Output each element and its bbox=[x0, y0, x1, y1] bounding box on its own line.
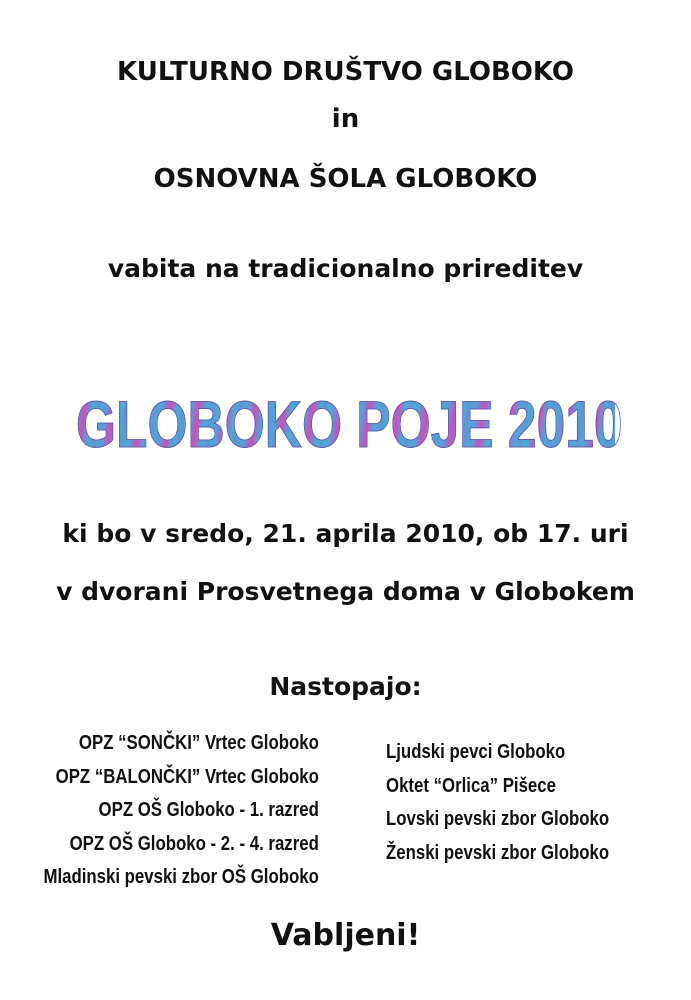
invitation-text: vabita na tradicionalno prireditev bbox=[107, 254, 584, 283]
performer-item: OPZ “BALONČKI” Vrtec Globoko bbox=[55, 765, 320, 788]
performer-item: Ljudski pevci Globoko bbox=[386, 741, 566, 763]
performers-right-list bbox=[386, 736, 609, 870]
performer-item: OPZ OŠ Globoko - 2. - 4. razred bbox=[69, 832, 320, 855]
performer-item: Ženski pevski zbor Globoko bbox=[386, 841, 610, 864]
event-date-time: ki bo v sredo, 21. aprila 2010, ob 17. uri bbox=[62, 519, 629, 548]
closing-text: Vabljeni! bbox=[270, 918, 421, 953]
performer-item: Mladinski pevski zbor OŠ Globoko bbox=[43, 866, 319, 888]
performer-item: Lovski pevski zbor Globoko bbox=[386, 808, 610, 830]
performer-item: OPZ OŠ Globoko - 1. razred bbox=[98, 799, 319, 821]
performer-item: Oktet “Orlica” Pišece bbox=[386, 774, 556, 797]
performers-heading: Nastopajo: bbox=[269, 672, 422, 701]
performers-left-list bbox=[44, 727, 319, 895]
performer-item: OPZ “SONČKI” Vrtec Globoko bbox=[79, 732, 320, 754]
event-title: GLOBOKO POJE 2010 bbox=[76, 387, 623, 461]
organizer-name-2: OSNOVNA ŠOLA GLOBOKO bbox=[153, 164, 538, 194]
conjunction-text: in bbox=[331, 104, 360, 134]
event-venue: v dvorani Prosvetnega doma v Globokem bbox=[56, 577, 635, 606]
organizer-name-1: KULTURNO DRUŠTVO GLOBOKO bbox=[117, 57, 574, 87]
